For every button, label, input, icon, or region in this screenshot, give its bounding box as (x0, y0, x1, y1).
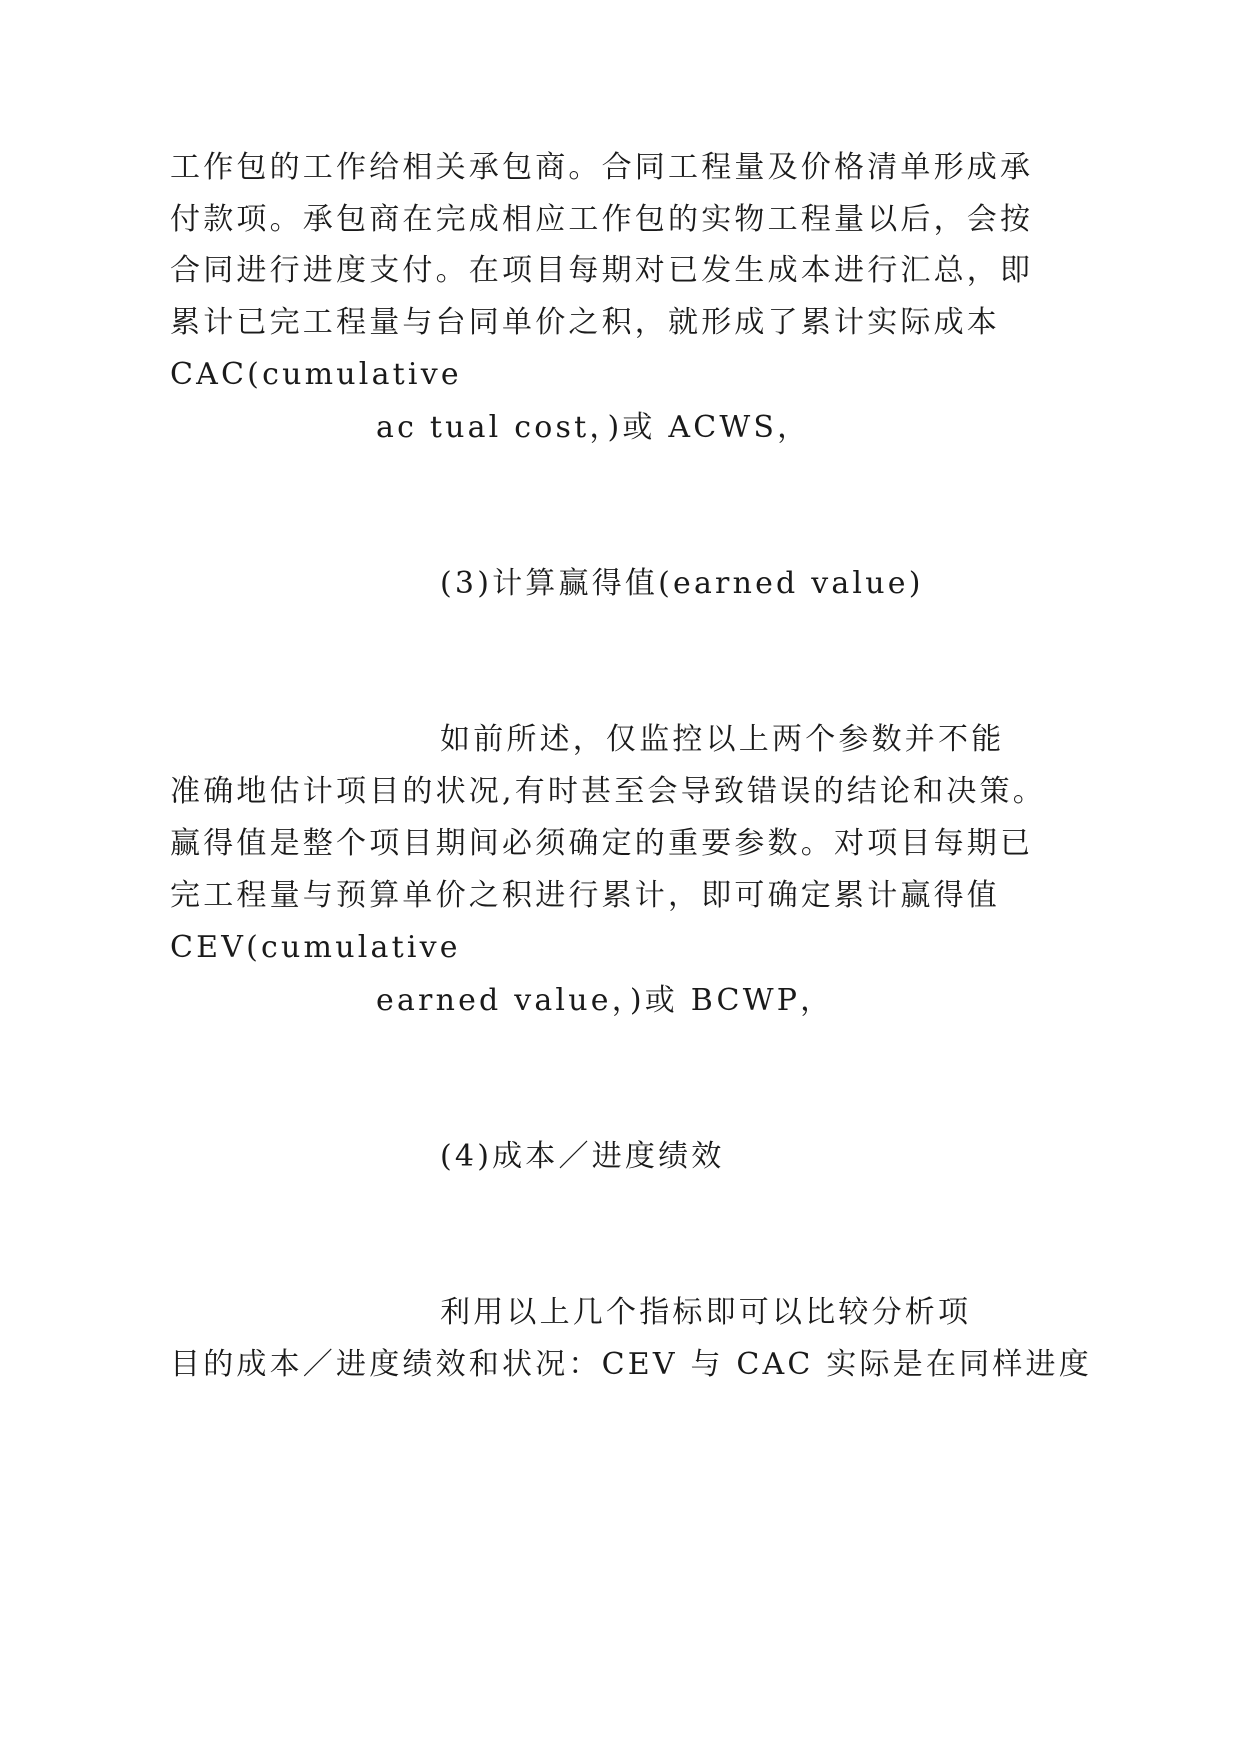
text-line: CAC(cumulative (170, 357, 462, 392)
text-line: 赢得值是整个项目期间必须确定的重要参数。对项目每期已 (170, 826, 1034, 861)
text-line: 目的成本／进度绩效和状况：CEV 与 CAC 实际是在同样进度 (170, 1347, 1092, 1382)
section-heading-3: (3)计算赢得值(earned value) (440, 566, 924, 601)
text-line: 累计已完工程量与台同单价之积，就形成了累计实际成本 (170, 305, 1000, 340)
text-line: earned value，)或 BCWP， (376, 983, 834, 1018)
text-line: 完工程量与预算单价之积进行累计，即可确定累计赢得值 (170, 878, 1000, 913)
text-line: 利用以上几个指标即可以比较分析项 (440, 1295, 972, 1330)
section-heading-4: (4)成本／进度绩效 (440, 1139, 725, 1174)
text-line: 如前所述，仅监控以上两个参数并不能 (440, 722, 1005, 757)
text-line: 准确地估计项目的状况,有时甚至会导致错误的结论和决策。 (170, 774, 1046, 809)
text-line: CEV(cumulative (170, 930, 461, 965)
text-line: 工作包的工作给相关承包商。合同工程量及价格清单形成承 (170, 150, 1034, 185)
text-line: ac tual cost，)或 ACWS， (376, 410, 811, 445)
text-line: 付款项。承包商在完成相应工作包的实物工程量以后，会按 (170, 202, 1034, 237)
text-line: 合同进行进度支付。在项目每期对已发生成本进行汇总，即 (170, 253, 1034, 288)
